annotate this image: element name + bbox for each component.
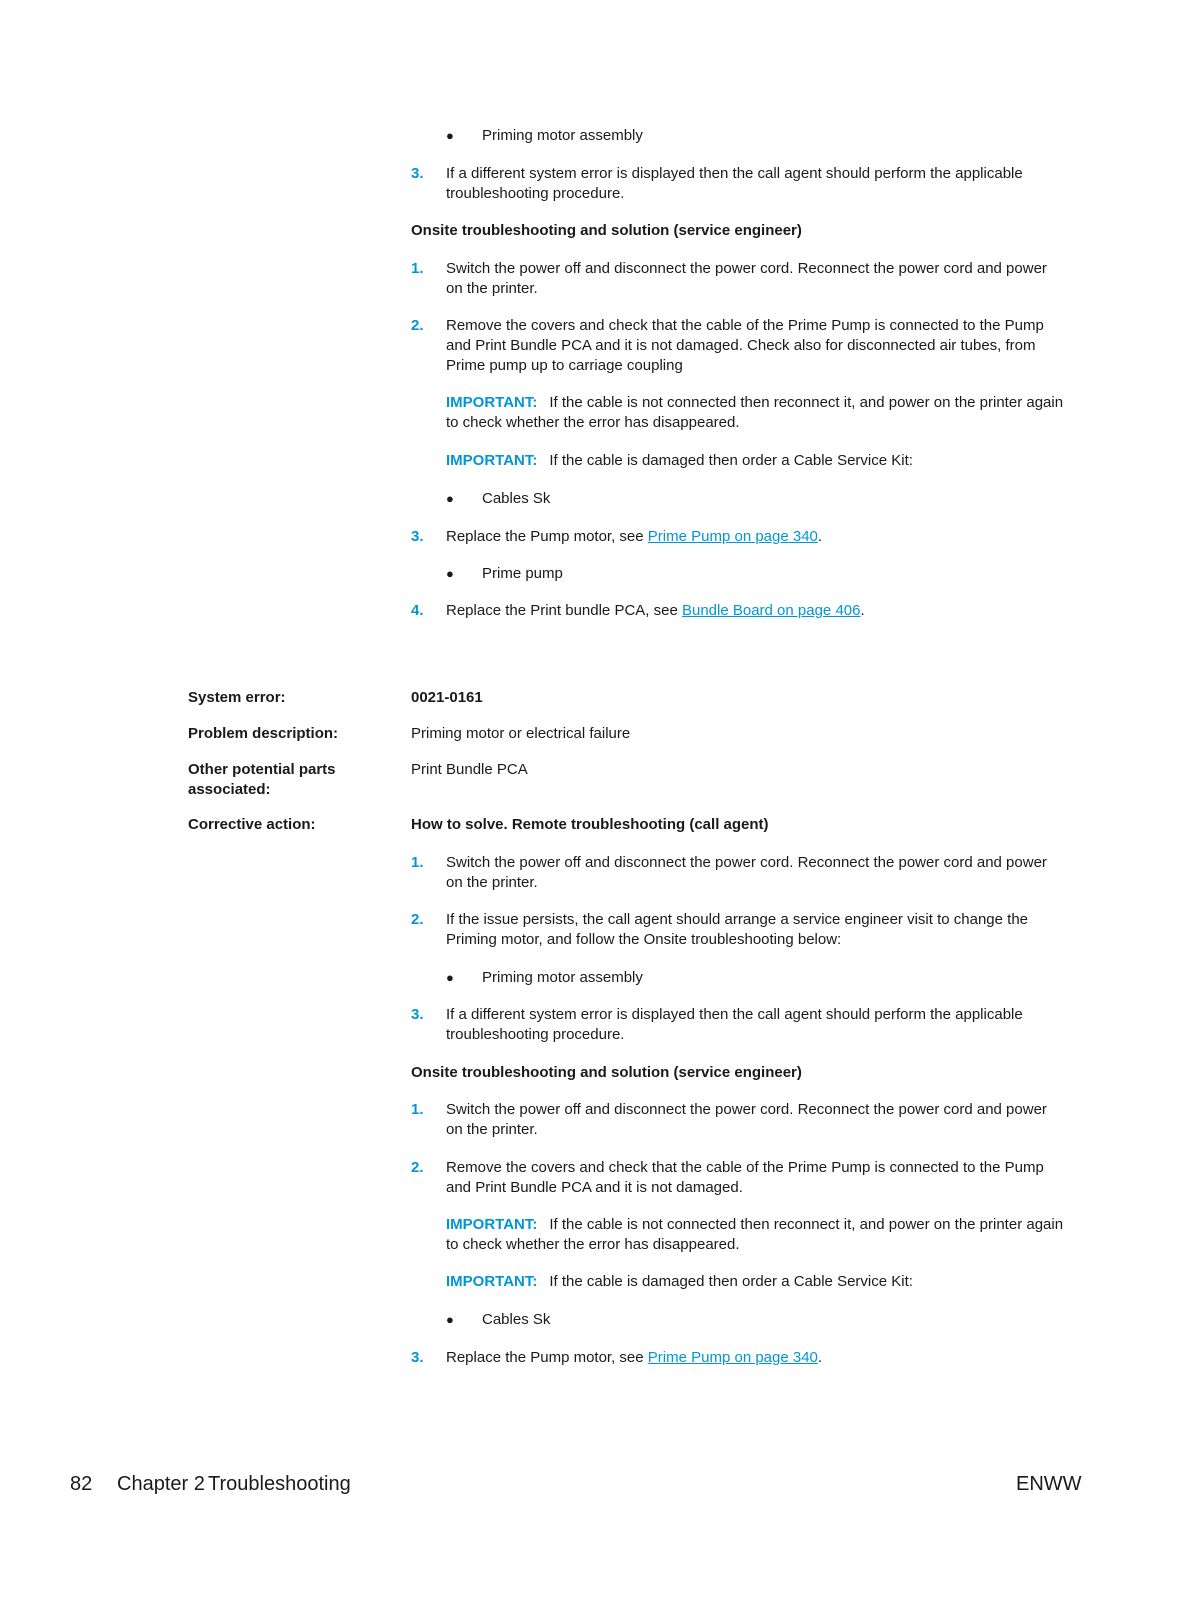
- section-heading: Onsite troubleshooting and solution (service engineer): [411, 222, 802, 239]
- step-text-part: Replace the Print bundle PCA, see: [446, 602, 682, 619]
- step-number: 3.: [411, 1006, 424, 1023]
- prime-pump-link[interactable]: Prime Pump on page 340: [647, 528, 818, 545]
- bullet-icon: ●: [446, 491, 454, 506]
- list-item: Priming motor assembly: [482, 127, 643, 144]
- important-label: IMPORTANT:: [446, 452, 538, 469]
- chapter-title: Troubleshooting: [208, 1473, 351, 1495]
- page-number: 82: [70, 1473, 93, 1495]
- important-text: If the cable is damaged then order a Cable Service Kit:: [549, 1273, 913, 1290]
- system-error-code: 0021-0161: [411, 689, 483, 706]
- step-text: Remove the covers and check that the cable of the Prime Pump is connected to the Pump and Print Bundle PCA and it is not damaged.: [446, 1159, 1044, 1196]
- important-text: If the cable is not connected then reconnect it, and power on the printer again to check whether the error has disappeared.: [446, 1216, 1064, 1253]
- bullet-icon: ●: [446, 566, 454, 581]
- step-text: Switch the power off and disconnect the power cord. Reconnect the power cord and power on the printer.: [446, 260, 1047, 297]
- footer-enww: ENWW: [1016, 1473, 1082, 1495]
- step-text: Switch the power off and disconnect the power cord. Reconnect the power cord and power on the printer.: [446, 1101, 1047, 1138]
- problem-description-value: Priming motor or electrical failure: [411, 725, 631, 742]
- step-number: 1.: [411, 854, 424, 871]
- step-text-part: Replace the Pump motor, see: [446, 528, 648, 545]
- step-text-end: .: [860, 602, 865, 619]
- step-text: [446, 527, 1066, 547]
- step-text: If the issue persists, the call agent should arrange a service engineer visit to change the Priming motor, and follow the Onsite troubleshooting below:: [446, 911, 1029, 948]
- section-heading: Onsite troubleshooting and solution (service engineer): [411, 1064, 802, 1081]
- important-note: [446, 1272, 1066, 1292]
- prime-pump-link[interactable]: Prime Pump on page 340: [647, 1349, 818, 1366]
- list-item: Cables Sk: [482, 490, 551, 507]
- step-number: 3.: [411, 528, 424, 545]
- step-text: If a different system error is displayed then the call agent should perform the applicable troubleshooting procedure.: [446, 165, 1023, 202]
- step-text: If a different system error is displayed then the call agent should perform the applicable troubleshooting procedure.: [446, 1006, 1023, 1043]
- step-text: Remove the covers and check that the cable of the Prime Pump is connected to the Pump and Print Bundle PCA and it is not damaged. Check also for disconnected air tubes, from Prime pump up to carriage coupling: [446, 317, 1044, 374]
- step-number: 2.: [411, 317, 424, 334]
- important-note: [446, 393, 1066, 433]
- step-number: 1.: [411, 1101, 424, 1118]
- step-number: 3.: [411, 1349, 424, 1366]
- list-item: Priming motor assembly: [482, 969, 643, 986]
- step-text-end: .: [817, 1349, 823, 1366]
- problem-description-label: Problem description:: [188, 725, 339, 742]
- important-text: If the cable is not connected then reconnect it, and power on the printer again to check whether the error has disappeared.: [446, 394, 1064, 431]
- important-note: [446, 451, 1066, 471]
- step-text: [446, 1348, 1066, 1368]
- bullet-icon: ●: [446, 128, 454, 143]
- step-number: 3.: [411, 165, 424, 182]
- important-text: If the cable is damaged then order a Cable Service Kit:: [549, 452, 913, 469]
- step-number: 2.: [411, 1159, 424, 1176]
- other-parts-value: Print Bundle PCA: [411, 761, 528, 778]
- step-number: 2.: [411, 911, 424, 928]
- step-number: 4.: [411, 602, 424, 619]
- important-label: IMPORTANT:: [446, 1216, 538, 1233]
- corrective-action-label: Corrective action:: [188, 816, 316, 833]
- step-text: Switch the power off and disconnect the power cord. Reconnect the power cord and power on the printer.: [446, 854, 1047, 891]
- section-heading: How to solve. Remote troubleshooting (call agent): [411, 816, 769, 833]
- step-number: 1.: [411, 260, 424, 277]
- important-label: IMPORTANT:: [446, 1273, 538, 1290]
- step-text: [446, 601, 1066, 621]
- other-parts-label: Other potential parts associated:: [188, 761, 336, 798]
- list-item: Prime pump: [482, 565, 563, 582]
- bullet-icon: ●: [446, 970, 454, 985]
- chapter-label: Chapter 2: [117, 1473, 205, 1495]
- step-text-end: .: [817, 528, 823, 545]
- system-error-label: System error:: [188, 689, 286, 706]
- step-text-part: Replace the Pump motor, see: [446, 1349, 648, 1366]
- bundle-board-link[interactable]: Bundle Board on page 406: [681, 602, 861, 619]
- bullet-icon: ●: [446, 1312, 454, 1327]
- important-label: IMPORTANT:: [446, 394, 538, 411]
- list-item: Cables Sk: [482, 1311, 551, 1328]
- important-note: [446, 1215, 1066, 1255]
